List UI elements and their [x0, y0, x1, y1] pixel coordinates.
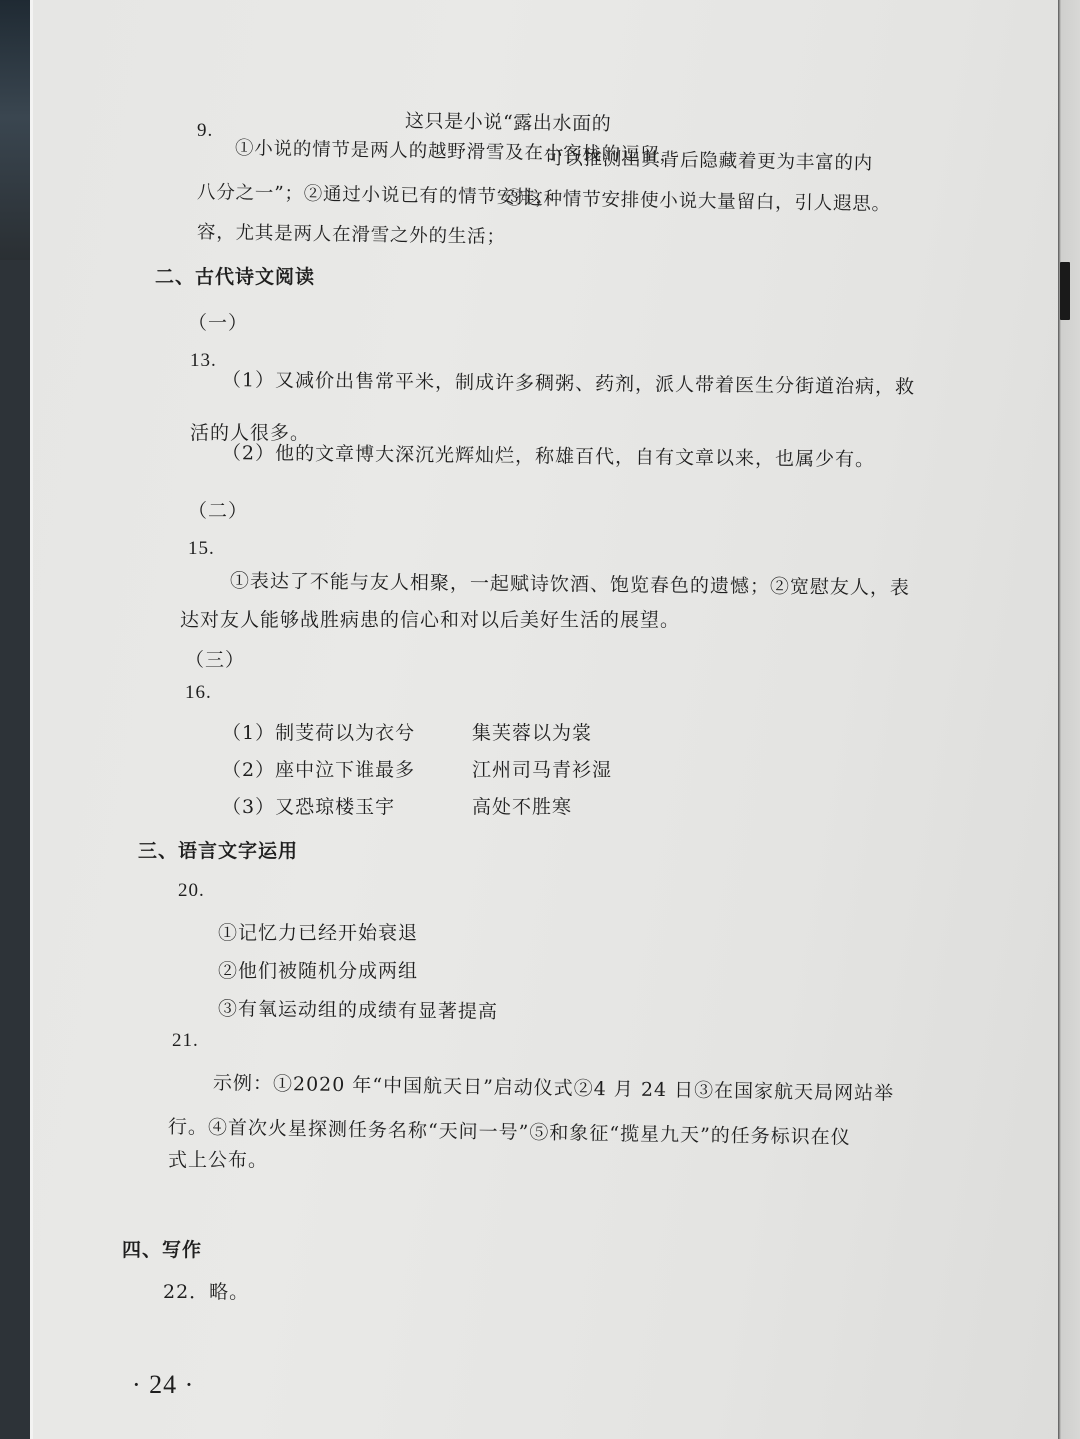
part2-sub2: （二） [188, 500, 249, 522]
q16-row3-label: （3）又恐琼楼玉宇 [222, 796, 396, 818]
q16-row1-answer: 集芙蓉以为裳 [472, 722, 593, 744]
q21-line1: 示例：①2020 年“中国航天日”启动仪式②4 月 24 日③在国家航天局网站举 [212, 1072, 895, 1105]
q21-line2: 行。④首次火星探测任务名称“天问一号”⑤和象征“揽星九天”的任务标识在仪 [167, 1116, 851, 1149]
q16-row2-label: （2）座中泣下谁最多 [222, 759, 416, 781]
q21-number: 21. [172, 1030, 199, 1051]
part2-heading: 二、古代诗文阅读 [155, 266, 316, 288]
q20-item2: ②他们被随机分成两组 [218, 960, 419, 982]
part2-sub1: （一） [188, 312, 249, 334]
part2-sub3: （三） [185, 649, 246, 671]
q16-row1-label: （1）制芰荷以为衣兮 [222, 722, 416, 744]
q20-number: 20. [178, 880, 205, 901]
q9-number: 9. [197, 120, 214, 141]
q16-row2-answer: 江州司马青衫湿 [472, 759, 613, 781]
q20-item3: ③有氧运动组的成绩有显著提高 [217, 998, 499, 1023]
q15-number: 15. [188, 538, 215, 559]
page-stack-edge [1058, 0, 1080, 1439]
q16-number: 16. [185, 682, 212, 703]
q13-answer2: （2）他的文章博大深沉光辉灿烂，称雄百代，自有文章以来，也属少有。 [221, 442, 876, 471]
q15-line2: 达对友人能够战胜病患的信心和对以后美好生活的展望。 [180, 609, 681, 631]
q13-answer1: （1）又减价出售常平米，制成许多稠粥、药剂，派人带着医生分街道治病，救 [221, 369, 916, 399]
q21-line3: 式上公布。 [168, 1149, 269, 1171]
part3-heading: 三、语言文字运用 [138, 840, 299, 862]
page-tab-marker [1060, 262, 1070, 320]
q15-line1: ①表达了不能与友人相聚，一起赋诗饮酒、饱览春色的遗憾；②宽慰友人，表 [229, 570, 911, 600]
q16-row3-answer: 高处不胜寒 [472, 796, 573, 818]
q9-line1-tail: 这只是小说“露出水面的 [404, 110, 612, 136]
part4-heading: 四、写作 [122, 1239, 203, 1261]
q9-line-a: ①小说的情节是两人的越野滑雪及在小客栈的逗留， [234, 138, 679, 166]
q13-answer1-cont: 活的人很多。 [190, 422, 311, 444]
page-number: · 24 · [132, 1370, 195, 1399]
q9-line-a2: 可以推测出其背后隐藏着更为丰富的内 [544, 148, 874, 175]
q9-line-c: 容，尤其是两人在滑雪之外的生活； [196, 222, 506, 248]
q22-answer: 22．略。 [163, 1281, 250, 1303]
q9-line-b: 八分之一”；②通过小说已有的情节安排， [196, 182, 555, 209]
q9-line-b2: ③这种情节安排使小说大量留白，引人遐思。 [504, 188, 892, 216]
q20-item1: ①记忆力已经开始衰退 [218, 922, 419, 944]
q13-number: 13. [190, 350, 217, 371]
